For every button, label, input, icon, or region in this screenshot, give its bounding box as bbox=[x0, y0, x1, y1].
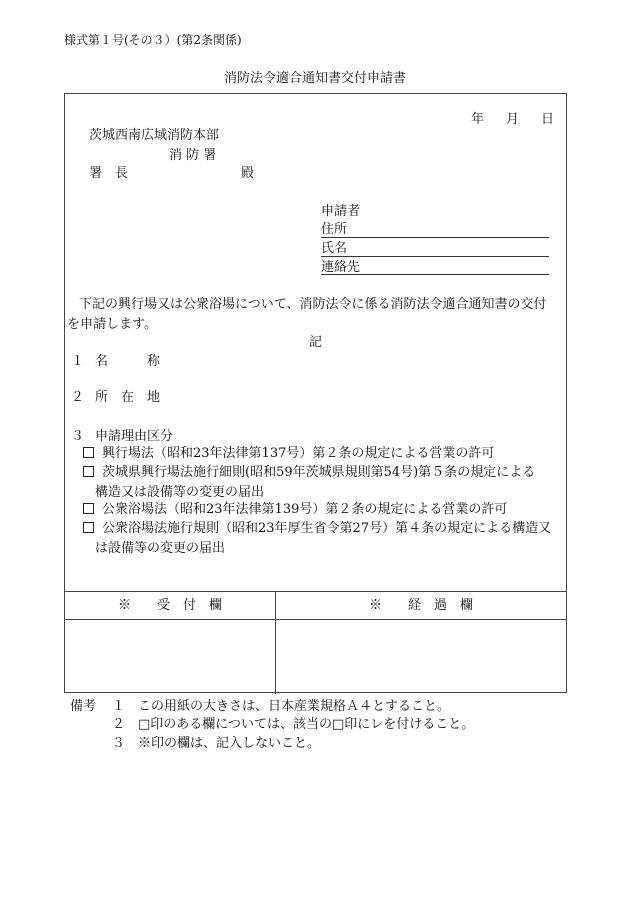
addressee-honorific: 殿 bbox=[241, 166, 255, 181]
reception-cell bbox=[65, 620, 275, 692]
addressee-org: 茨城西南広域消防本部 bbox=[89, 128, 220, 143]
applicant-address-field[interactable] bbox=[321, 237, 549, 238]
progress-column-header: ※ 経 過 欄 bbox=[368, 598, 473, 613]
reason-3-checkbox[interactable] bbox=[83, 503, 94, 514]
reason-option-3 bbox=[83, 500, 567, 520]
form-number: 様式第１号(その３）(第2条関係) bbox=[64, 33, 242, 47]
reason-4-checkbox[interactable] bbox=[83, 522, 94, 533]
addressee-station: 消 防 署 bbox=[169, 148, 217, 163]
reception-column-header: ※ 受 付 欄 bbox=[117, 598, 222, 613]
item-reason-label: 申請理由区分 bbox=[95, 429, 174, 444]
form-title: 消防法令適合通知書交付申請書 bbox=[223, 71, 406, 86]
reason-3-text: 公衆浴場法（昭和23年法律第139号）第２条の規定による営業の許可 bbox=[102, 502, 508, 517]
reason-2-text-cont: 構造又は設備等の変更の届出 bbox=[95, 485, 265, 500]
date-day-label: 日 bbox=[541, 112, 555, 127]
reason-4-text: 公衆浴場法施行規則（昭和23年厚生省令第27号）第４条の規定による構造又 bbox=[102, 521, 552, 536]
item-location-number: ２ bbox=[71, 390, 85, 405]
item-location-label: 所 在 地 bbox=[95, 390, 161, 405]
item-reason-number: ３ bbox=[71, 429, 85, 444]
reason-option-1 bbox=[83, 444, 567, 464]
applicant-name-label: 氏名 bbox=[321, 241, 348, 256]
remark-1-text: この用紙の大きさは、日本産業規格Ａ４とすること。 bbox=[138, 699, 451, 714]
reason-1-text: 興行場法（昭和23年法律第137号）第２条の規定による営業の許可 bbox=[102, 446, 495, 461]
remark-2-text: □印のある欄については、該当の□印にレを付けること。 bbox=[138, 717, 475, 732]
application-form-frame bbox=[64, 93, 567, 693]
remark-3-number: ３ bbox=[112, 736, 126, 751]
applicant-heading: 申請者 bbox=[321, 204, 361, 219]
office-section-top-rule bbox=[65, 591, 566, 592]
applicant-contact-label: 連絡先 bbox=[321, 260, 361, 275]
item-name-label: 名 称 bbox=[95, 354, 161, 369]
ki-heading: 記 bbox=[309, 335, 323, 350]
applicant-address-label: 住所 bbox=[321, 222, 348, 237]
addressee-chief: 署 長 bbox=[89, 166, 129, 181]
reason-4-text-cont: は設備等の変更の届出 bbox=[95, 541, 226, 556]
date-month-label: 月 bbox=[506, 112, 520, 127]
reason-1-checkbox[interactable] bbox=[83, 447, 94, 458]
date-year-label: 年 bbox=[471, 112, 485, 127]
intro-paragraph bbox=[67, 295, 569, 335]
reason-2-text: 茨城県興行場法施行細則(昭和59年茨城県規則第54号)第５条の規定による bbox=[102, 465, 536, 480]
remark-3-text: ※印の欄は、記入しないこと。 bbox=[138, 736, 321, 751]
reason-2-checkbox[interactable] bbox=[83, 466, 94, 477]
applicant-name-field[interactable] bbox=[321, 256, 549, 257]
remark-2-number: ２ bbox=[112, 717, 126, 732]
reason-option-4 bbox=[83, 519, 567, 559]
remark-1-number: １ bbox=[112, 699, 126, 714]
intro-line-1: 下記の興行場又は公衆浴場について、消防法令に係る消防法令適合通知書の交付 bbox=[79, 297, 547, 312]
item-name-number: １ bbox=[71, 354, 85, 369]
reason-option-2 bbox=[83, 463, 567, 503]
remarks-label: 備考 bbox=[70, 699, 97, 714]
progress-cell bbox=[276, 620, 566, 692]
intro-line-2: を申請します。 bbox=[67, 317, 157, 332]
applicant-contact-field[interactable] bbox=[321, 274, 549, 275]
